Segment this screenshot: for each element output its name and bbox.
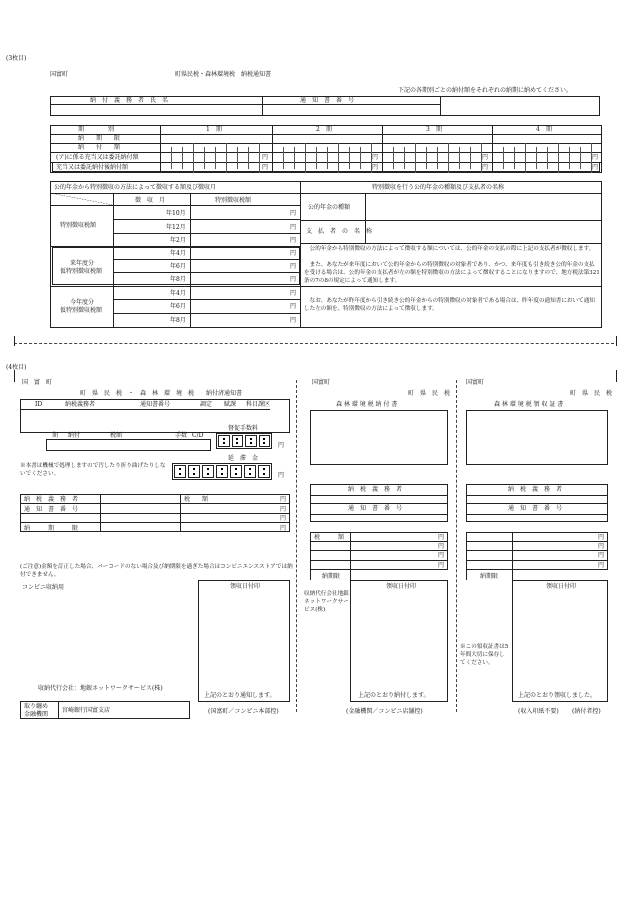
mid-footer: (金融機関／コンビニ店舗控) <box>346 708 423 715</box>
yen-p3-r4: 円 <box>482 154 489 161</box>
right-yen-4: 円 <box>598 562 605 569</box>
g2-month-3: 年8月 <box>170 276 186 283</box>
period-4-header: 4 期 <box>536 126 552 133</box>
digit-tick <box>404 147 405 169</box>
digit-tick <box>459 147 460 169</box>
left-footer: (国富町／コンビニ本部控) <box>208 708 279 715</box>
digit-tick <box>360 147 361 169</box>
mid-tax2: 森 林 環 境 税 納 付 書 <box>336 401 398 408</box>
sheet3-town: 国富町 <box>50 71 69 78</box>
sheet3-instruction: 下記の各期別ごとの納付額をそれぞれの納期に納めてください。 <box>398 87 573 94</box>
g3-yen-3: 円 <box>290 317 297 324</box>
id-notice: 通知書番号 <box>140 401 171 408</box>
right-keep-note: ※この領収証書は5年間大切に保存してください。 <box>460 644 509 666</box>
col-month-header: 徴 収 月 <box>135 197 166 204</box>
digit-tick <box>182 147 183 169</box>
left-yen-2: 円 <box>280 506 287 513</box>
mid-stamp-label: 領収日付印 <box>386 583 417 590</box>
yen-p3-r5: 円 <box>482 164 489 171</box>
row-label-due: 納 期 限 <box>78 135 121 142</box>
notice-number-header: 通 知 書 番 号 <box>300 97 355 104</box>
digit-tick <box>283 147 284 169</box>
g3-yen-1: 円 <box>290 290 297 297</box>
group3-label-a: 今年度分 <box>70 299 95 306</box>
digit-tick <box>437 147 438 169</box>
perforation-line <box>14 343 614 344</box>
digit-tick <box>204 147 205 169</box>
pension-type-label: 公的年金の種類 <box>308 204 351 211</box>
g2-month-1: 年4月 <box>170 250 186 257</box>
bank-label-1: 取り纏め <box>24 703 49 710</box>
mid-taxpayer: 納 税 義 務 者 <box>348 486 403 493</box>
group2-label-b: 仮特別徴収税額 <box>60 268 103 275</box>
pension-left-header: 公的年金から特別徴収の方法によって徴収する額及び徴収月 <box>54 184 217 191</box>
taxpayer-name-header: 納 付 義 務 者 氏 名 <box>90 97 169 104</box>
g2-month-2: 年6月 <box>170 263 186 270</box>
right-due: 納期限 <box>480 573 499 580</box>
mid-town: 国富町 <box>312 379 331 386</box>
digit-tick <box>338 143 339 173</box>
mid-tax1: 町 県 民 税 <box>408 390 451 397</box>
group2-label-a: 来年度分 <box>70 260 95 267</box>
g1-yen-2: 円 <box>290 224 297 231</box>
digit-tick <box>226 143 227 173</box>
sheet3-label: (3枚目) <box>6 55 27 62</box>
delay-label: 延 滞 金 <box>228 455 259 462</box>
pension-note-1: 公的年金から特別徴収の方法によって徴収する額については、公的年金の支払の際に上記の支払者が徴収します。 <box>304 246 595 252</box>
left-title: 町 県 民 税 ・ 森 林 環 境 税 納付済通知書 <box>80 390 243 397</box>
mid-yen-4: 円 <box>438 562 445 569</box>
g2-yen-2: 円 <box>290 263 297 270</box>
pr-cd: C/D <box>192 432 204 439</box>
digit-tick <box>171 147 172 169</box>
row-label-applied: (ア)に係る充当又は委託納付額 <box>56 154 139 161</box>
right-tax1: 町 県 民 税 <box>570 390 613 397</box>
id-taxpayer: 納税義務者 <box>65 401 96 408</box>
left-stamp-label: 領収日付印 <box>230 583 261 590</box>
digit-tick <box>426 147 427 169</box>
sheet3-title: 町県民税・森林環境税 納税通知書 <box>175 71 272 78</box>
right-received: 上記のとおり領収しました。 <box>518 692 597 699</box>
row-label-amount: 納 付 額 <box>78 144 121 151</box>
right-yen-1: 円 <box>598 534 605 541</box>
digit-tick <box>259 143 260 173</box>
right-yen-3: 円 <box>598 552 605 559</box>
mid-paid: 上記のとおり納付します。 <box>358 692 430 699</box>
g3-month-1: 年4月 <box>170 290 186 297</box>
period-3-header: 3 期 <box>426 126 442 133</box>
digit-tick <box>481 143 482 173</box>
digit-tick <box>470 147 471 169</box>
left-yen-1: 円 <box>280 496 287 503</box>
digit-tick <box>294 147 295 169</box>
g1-yen-1: 円 <box>290 210 297 217</box>
right-barcode-box <box>466 410 608 465</box>
g1-month-3: 年2月 <box>170 237 186 244</box>
mid-yen-2: 円 <box>438 543 445 550</box>
digit-tick <box>248 147 249 169</box>
g3-month-3: 年8月 <box>170 317 186 324</box>
left-due-label: 納 期 限 <box>24 525 79 532</box>
digit-tick-grid <box>160 143 602 173</box>
digit-tick <box>580 147 581 169</box>
mid-stamp-box <box>350 580 448 702</box>
cut-line-2 <box>456 380 457 712</box>
digit-tick <box>327 147 328 169</box>
convenience-label: コンビニ収納用 <box>22 584 65 591</box>
right-taxpayer: 納 税 義 務 者 <box>508 486 563 493</box>
mid-agent: 収納代行会社地銀ネットワークサービス(株) <box>304 591 349 613</box>
mid-notice: 通 知 書 番 号 <box>348 505 403 512</box>
yen-p4-r5: 円 <box>592 164 599 171</box>
yen-p4-r4: 円 <box>592 154 599 161</box>
digit-tick <box>514 147 515 169</box>
digit-tick <box>591 143 592 173</box>
left-yen-4: 円 <box>280 525 287 532</box>
delay-yen: 円 <box>278 472 285 479</box>
left-stamp-box <box>198 580 290 702</box>
fee-digit-box <box>216 433 272 449</box>
digit-tick <box>349 147 350 169</box>
left-taxpayer-label: 納 税 義 務 者 <box>24 496 79 503</box>
yen-p1-r5: 円 <box>262 164 269 171</box>
digit-tick <box>215 147 216 169</box>
delay-digit-box <box>172 463 272 480</box>
digit-tick <box>316 147 317 169</box>
mid-yen-1: 円 <box>438 534 445 541</box>
mid-yen-3: 円 <box>438 552 445 559</box>
right-stamp-label: 領収日付印 <box>546 583 577 590</box>
yen-p2-r4: 円 <box>372 154 379 161</box>
id-levy: 賦課 <box>224 401 237 408</box>
digit-tick <box>525 143 526 173</box>
left-tax-label: 税 額 <box>184 496 209 503</box>
g1-month-2: 年12月 <box>166 224 186 231</box>
digit-tick <box>536 147 537 169</box>
pension-right-header: 特別徴収を行う公的年金の種類及び支払者の名称 <box>372 184 505 191</box>
digit-tick <box>393 147 394 169</box>
payer-name-label: 支 払 者 の 名 称 <box>306 228 373 235</box>
machine-note: ※本書は機械で処理しますので汚したり折り曲げたりしないでください。 <box>20 463 166 477</box>
col-amount-header: 特別徴収税額 <box>215 197 252 204</box>
row-label-period: 期 別 <box>78 126 115 133</box>
row-label-after: 充当又は委託納付後納付額 <box>56 164 129 171</box>
yen-p2-r5: 円 <box>372 164 379 171</box>
id-assess: 調定 <box>200 401 213 408</box>
digit-tick <box>193 143 194 173</box>
left-agent: 収納代行会社：地銀ネットワークサービス(株) <box>38 685 163 692</box>
yen-p1-r4: 円 <box>262 154 269 161</box>
g2-yen-1: 円 <box>290 250 297 257</box>
right-notice: 通 知 書 番 号 <box>508 505 563 512</box>
pr-paid: 納付 <box>68 432 81 439</box>
bank-name: 宮崎銀行国富支店 <box>62 707 111 714</box>
group1-label: 特別徴収税額 <box>60 222 97 229</box>
digit-tick <box>305 143 306 173</box>
digit-tick <box>569 147 570 169</box>
cut-line-1 <box>296 380 297 712</box>
left-yen-3: 円 <box>280 515 287 522</box>
period-2-header: 2 期 <box>316 126 332 133</box>
pr-period: 期 <box>52 432 59 439</box>
fee-label: 督促手数料 <box>228 425 259 432</box>
digit-tick <box>558 143 559 173</box>
mid-due: 納期限 <box>322 573 341 580</box>
g3-yen-2: 円 <box>290 303 297 310</box>
mid-barcode-box <box>310 410 448 465</box>
fee-yen: 円 <box>278 442 285 449</box>
pension-note-3: なお、あなたが昨年度から引き続き公的年金からの特別徴収の対象者である場合は、昨年度の通知書において通知した左の額を、特別徴収の方法によって徴収します。 <box>304 298 595 312</box>
right-town: 国富町 <box>466 379 485 386</box>
pr-fee: 手数 <box>175 432 188 439</box>
digit-tick <box>371 143 372 173</box>
g2-yen-3: 円 <box>290 276 297 283</box>
right-footer-a: (収入印紙不要) <box>518 708 559 715</box>
mid-tax-label: 税 額 <box>314 534 345 541</box>
right-yen-2: 円 <box>598 543 605 550</box>
left-town: 国 富 町 <box>22 379 53 386</box>
sheet4-label: (4枚目) <box>6 364 27 371</box>
right-tax-table <box>466 532 608 570</box>
id-category: 科目課区 <box>246 401 271 408</box>
digit-tick <box>448 143 449 173</box>
period-1-header: 1 期 <box>206 126 222 133</box>
right-footer-b: (納付者控) <box>572 708 601 715</box>
digit-tick <box>547 147 548 169</box>
left-notified: 上記のとおり通知します。 <box>204 692 276 699</box>
pension-note-2: また、あなたが来年度において公的年金からの特別徴収の対象者であり、かつ、来年度も引き続き公的年金の支払を受ける場合は、公的年金の支払者が左の額を特別徴収の方法によって徴収することになりますので、地方税法第321条の7の8の規定によって通知します。 <box>304 262 600 284</box>
id-label: ID <box>35 401 43 408</box>
caution-note: (ご注意)金額を訂正した場合、バーコードのない場合及び納期限を過ぎた場合はコンビニエンスストアでは納付できません。 <box>20 564 293 578</box>
right-stamp-box <box>512 580 608 702</box>
digit-tick <box>503 147 504 169</box>
right-tax2: 森 林 環 境 税 領 収 証 書 <box>494 401 564 408</box>
left-notice-label: 通 知 書 番 号 <box>24 506 79 513</box>
pr-tax: 税額 <box>110 432 123 439</box>
group3-label-b: 仮特別徴収税額 <box>60 307 103 314</box>
g1-yen-3: 円 <box>290 237 297 244</box>
g3-month-2: 年6月 <box>170 303 186 310</box>
g1-month-1: 年10月 <box>166 210 186 217</box>
digit-tick <box>415 143 416 173</box>
digit-tick <box>237 147 238 169</box>
bank-label-2: 金融機関 <box>24 711 49 718</box>
